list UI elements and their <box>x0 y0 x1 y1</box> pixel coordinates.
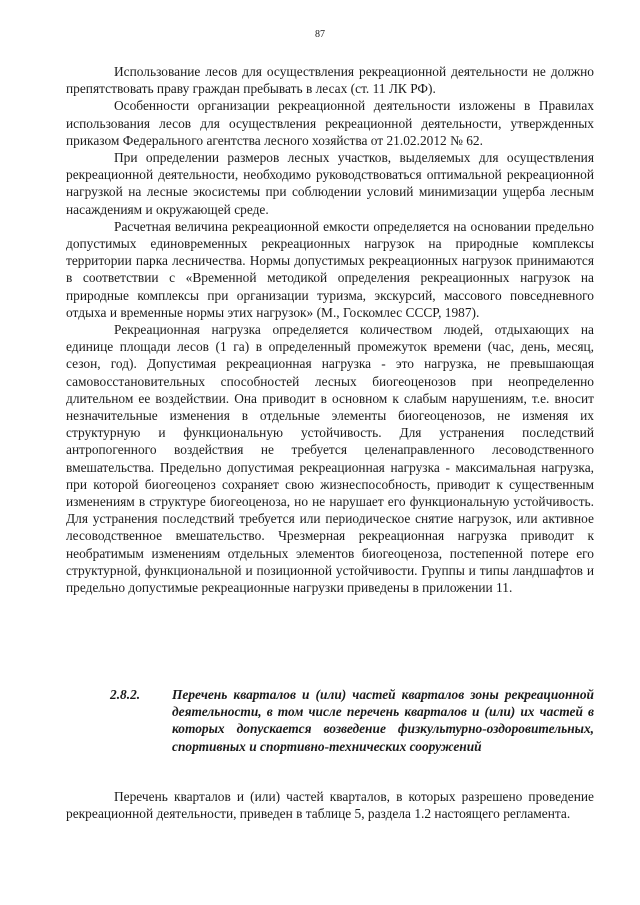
section-number: 2.8.2. <box>110 687 141 702</box>
paragraph: Использование лесов для осуществления рекреационной деятельности не должно препятствовать праву граждан пребывать в лесах (ст. 11 ЛК РФ). <box>66 64 594 97</box>
paragraph: Расчетная величина рекреационной емкости определяется на основании предельно допустимых единовременных рекреационных нагрузок на природные комплексы территории парка лесничества. Нормы допустимых рекреационных нагрузок принимаются в соответствии с «Временной методикой определения рекреационных нагрузок на природные комплексы при организации туризма, экскурсий, массового повседневного отдыха и временные нормы этих нагрузок» (М., Госкомлес СССР, 1987). <box>66 218 594 320</box>
paragraph: Особенности организации рекреационной деятельности изложены в Правилах использования лесов для осуществления рекреационной деятельности, утвержденных приказом Федерального агентства лесного хозяйства от 21.02.2012 № 62. <box>66 98 594 148</box>
closing-text <box>66 788 594 822</box>
paragraph: При определении размеров лесных участков, выделяемых для осуществления рекреационной деятельности, необходимо руководствоваться оптимальной рекреационной нагрузкой на лесные экосистемы при соблюдении условий минимизации ущерба лесным насаждениям и окружающей среде. <box>66 150 594 217</box>
page-number: 87 <box>315 29 325 40</box>
paragraph: Перечень кварталов и (или) частей кварталов, в которых разрешено проведение рекреационной деятельности, приведен в таблице 5, раздела 1.2 настоящего регламента. <box>66 789 594 822</box>
body-text <box>66 63 594 596</box>
section-title: Перечень кварталов и (или) частей кварталов зоны рекреационной деятельности, в том числе перечень кварталов и (или) их частей в которых допускается возведение физкультурно-оздоровительных, спортивных и спортивно-технических сооружений <box>172 687 594 754</box>
section-heading <box>110 686 594 755</box>
paragraph: Рекреационная нагрузка определяется количеством людей, отдыхающих на единице площади лесов (1 га) в определенный промежуток времени (час, день, месяц, сезон, год). Допустимая рекреационная нагрузка - это нагрузка, не превышающая самовосстановительных способностей лесных биогеоценозов при неопределенно длительном ее воздействии. Она приводит в основном к слабым нарушениям, т.е. вносит незначительные изменения в отдельные элементы биогеоценозов, не изменяя их структурную и функциональную устойчивость. Для устранения последствий антропогенного воздействия не требуется целенаправленного лесоводственного вмешательства. Предельно допустимая рекреационная нагрузка - максимальная нагрузка, при которой биогеоценоз сохраняет свою жизнеспособность, приводит к существенным изменениям в структуре биогеоценоза, но не нарушает его функциональную устойчивость. Для устранения последствий требуется или периодическое снятие нагрузок, или активное лесоводственное вмешательство. Чрезмерная рекреационная нагрузка приводит к необратимым изменениям отдельных элементов биогеоценоза, постепенной потере его структурной, функциональной и позиционной устойчивости. Группы и типы ландшафтов и предельно допустимые рекреационные нагрузки приведены в приложении 11. <box>66 322 594 596</box>
